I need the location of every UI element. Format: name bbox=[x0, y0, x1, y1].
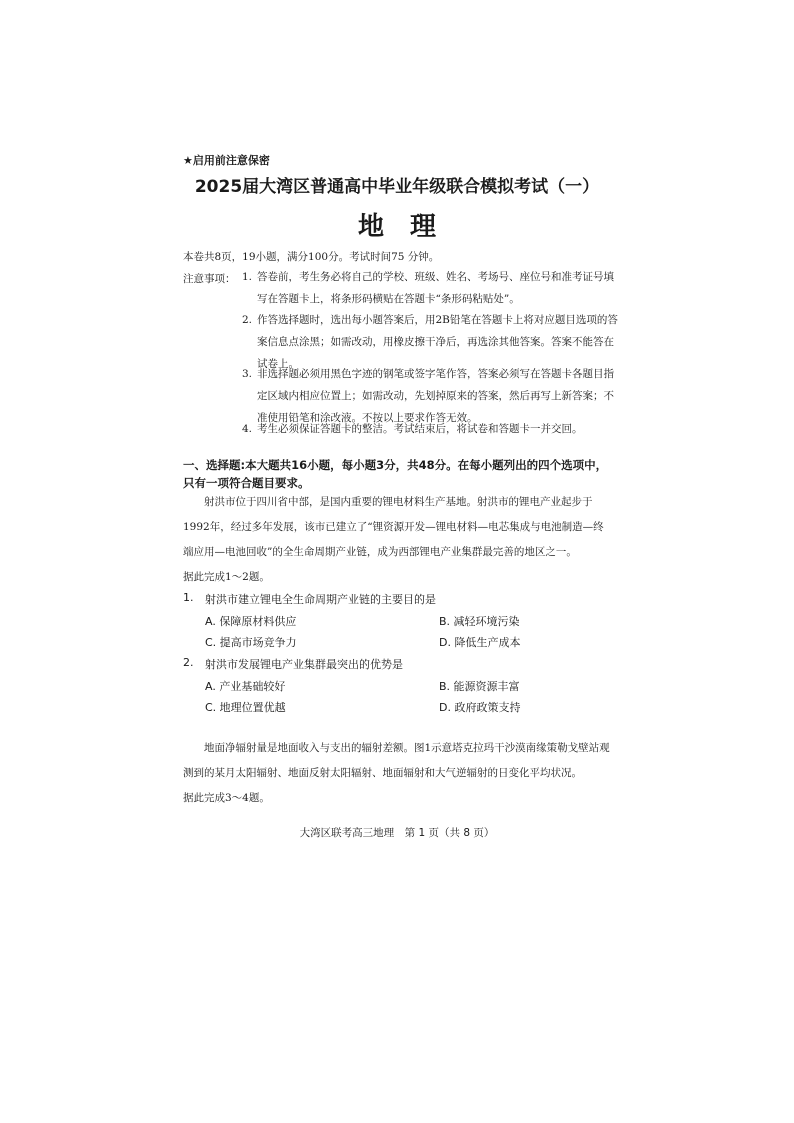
passage-1-tail: 据此完成1～2题。 bbox=[183, 571, 270, 583]
note-item bbox=[242, 418, 622, 440]
option-c: C. 提高市场竞争力 bbox=[205, 636, 297, 649]
note-number: 3. bbox=[242, 368, 253, 380]
confidential-mark: ★启用前注意保密 bbox=[183, 154, 270, 167]
passage-2-tail: 据此完成3～4题。 bbox=[183, 792, 270, 804]
exam-info: 本卷共8页，19小题，满分100分。考试时间75 分钟。 bbox=[183, 251, 440, 263]
note-number: 4. bbox=[242, 423, 253, 435]
exam-title: 2025届大湾区普通高中毕业年级联合模拟考试（一） bbox=[194, 177, 600, 197]
note-item bbox=[242, 266, 622, 310]
note-text: 考生必须保证答题卡的整洁。考试结束后，将试卷和答题卡一并交回。 bbox=[257, 423, 583, 435]
option-b: B. 能源资源丰富 bbox=[439, 680, 520, 693]
option-a: A. 保障原材料供应 bbox=[205, 615, 297, 628]
passage-2: 地面净辐射量是地面收入与支出的辐射差额。图1示意塔克拉玛干沙漠南缘策勒戈壁站观测到的某月太阳辐射、地面反射太阳辐射、地面辐射和大气逆辐射的日变化平均状况。 bbox=[183, 742, 610, 779]
page-footer: 大湾区联考高三地理 第 1 页（共 8 页） bbox=[299, 827, 495, 839]
question-stem: 射洪市建立锂电全生命周期产业链的主要目的是 bbox=[205, 593, 436, 606]
note-number: 1. bbox=[242, 271, 253, 283]
option-d: D. 政府政策支持 bbox=[439, 701, 521, 714]
notes-label: 注意事项： bbox=[183, 273, 236, 285]
question-stem: 射洪市发展锂电产业集群最突出的优势是 bbox=[205, 658, 403, 671]
passage-1: 射洪市位于四川省中部，是国内重要的锂电材料生产基地。射洪市的锂电产业起步于1992年，经过多年发展，该市已建立了“锂资源开发—锂电材料—电芯集成与电池制造—终端应用—电池回收”的全生命周期产业链，成为西部锂电产业集群最完善的地区之一。 bbox=[183, 496, 604, 558]
option-a: A. 产业基础较好 bbox=[205, 680, 286, 693]
question-number: 1. bbox=[183, 591, 194, 604]
note-text: 非选择题必须用黑色字迹的钢笔或签字笔作答，答案必须写在答题卡各题目指定区域内相应位置上；如需改动，先划掉原来的答案，然后再写上新答案；不准使用铅笔和涂改液。不按以上要求作答无效。 bbox=[257, 368, 614, 424]
section-heading: 一、选择题:本大题共16小题，每小题3分，共48分。在每小题列出的四个选项中，只有一项符合题目要求。 bbox=[183, 458, 608, 490]
question-number: 2. bbox=[183, 656, 194, 669]
note-text: 答卷前，考生务必将自己的学校、班级、姓名、考场号、座位号和准考证号填写在答题卡上，将条形码横贴在答题卡“条形码粘贴处”。 bbox=[257, 271, 614, 305]
note-text: 作答选择题时，选出每小题答案后，用2B铅笔在答题卡上将对应题目选项的答案信息点涂黑；如需改动，用橡皮擦干净后，再选涂其他答案。答案不能答在试卷上。 bbox=[257, 314, 618, 370]
note-number: 2. bbox=[242, 314, 253, 326]
option-c: C. 地理位置优越 bbox=[205, 701, 286, 714]
option-d: D. 降低生产成本 bbox=[439, 636, 521, 649]
subject-title: 地理 bbox=[357, 212, 462, 242]
option-b: B. 减轻环境污染 bbox=[439, 615, 520, 628]
